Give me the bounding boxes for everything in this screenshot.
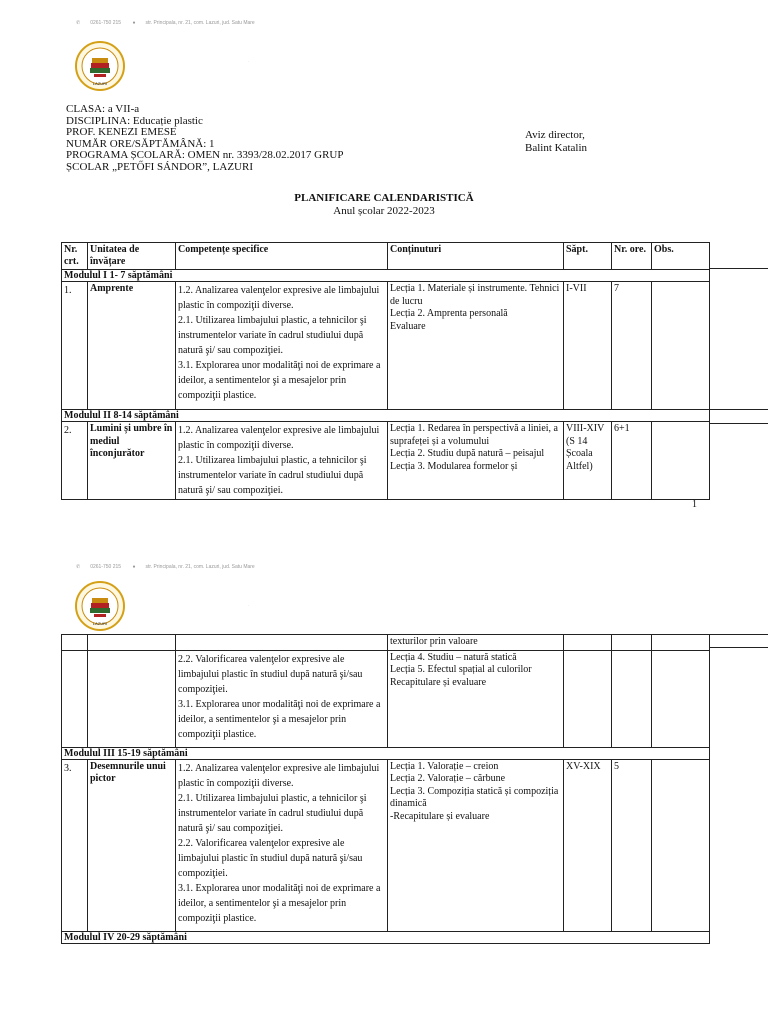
table-row [62, 635, 710, 651]
row-competente: 1.2. Analizarea valenţelor expresive ale limbajului plastic în compoziţii diverse. 2.1. Utilizarea limbajului plastic, a tehnicilor şi instrumentelor variate în cadrul studiului după natură şi/ sau compoziţiei. 3.1. Explorarea unor modalităţi noi de exprimare a ideilor, a sentimentelor şi a mesajelor prin compoziţii plastice. [176, 282, 388, 410]
row-unit: Amprente [88, 282, 176, 410]
header-teacher: PROF. KENEZI EMESE [66, 126, 177, 139]
module-3-label: Modulul III 15-19 săptămâni [62, 747, 710, 759]
header-sapt: Săpt. [564, 243, 612, 270]
director-approval [525, 129, 587, 154]
row-continuturi: Lecția 1. Redarea în perspectivă a liniei, a suprafeței și a volumului Lecția 2. Studiu după natură – peisajul Lecția 3. Modularea formelor și [388, 422, 564, 500]
school-phone: 0261-750 215 [90, 20, 122, 26]
phone-icon: ✆ [76, 20, 81, 26]
planning-table-continued [61, 634, 710, 944]
school-logo [74, 40, 126, 92]
row-ore: 7 [612, 282, 652, 410]
row-sapt: XV-XIX [564, 759, 612, 931]
school-phone: 0261-750 215 [90, 564, 122, 570]
header-program: PROGRAMA ȘCOLARĂ: OMEN nr. 3393/28.02.2017 GRUP [66, 149, 344, 162]
header-competente: Competențe specifice [176, 243, 388, 270]
decorative-dot: · [248, 604, 250, 609]
row-sapt: VIII-XIV (S 14 Școala Altfel) [564, 422, 612, 500]
header-discipline: DISCIPLINA: Educație plastic [66, 114, 203, 127]
module-1-label: Modulul I 1- 7 săptămâni [62, 270, 710, 282]
school-contact-line [76, 564, 265, 570]
title-sub: Anul școlar 2022-2023 [333, 204, 435, 217]
row-obs [652, 759, 710, 931]
page-number: 1 [692, 499, 697, 510]
table-row [62, 650, 710, 747]
module-row [62, 931, 710, 943]
row-ore: 6+1 [612, 422, 652, 500]
row-unit: Desemnurile unui pictor [88, 759, 176, 931]
header-school: ȘCOLAR „PETŐFI SÁNDOR”, LAZURI [66, 160, 253, 173]
svg-text:LAZURI: LAZURI [92, 621, 108, 626]
row-competente: 1.2. Analizarea valenţelor expresive ale limbajului plastic în compoziţii diverse. 2.1. Utilizarea limbajului plastic, a tehnicilor şi instrumentelor variate în cadrul studiului după natură şi/ sau compoziţiei. 2.2. Valorificarea valenţelor expresive ale limbajului plastic în studiul după natură şi/sau compoziţiei. 3.1. Explorarea unor modalităţi noi de exprimare a ideilor, a sentimentelor şi a mesajelor prin compoziţii plastice. [176, 759, 388, 931]
module-row [62, 270, 710, 282]
header-class: CLASA: a VII-a [66, 103, 140, 115]
row-continuturi: Lecția 1. Valorație – creion Lecția 2. Valorație – cărbune Lecția 3. Compoziția statică și compoziția dinamică -Recapitulare și evaluare [388, 759, 564, 931]
header-unit: Unitatea de învățare [88, 243, 176, 270]
module-2-label: Modulul II 8-14 săptămâni [62, 410, 710, 422]
row-obs [652, 282, 710, 410]
row-nr: 2. [62, 422, 88, 500]
document-title [0, 192, 768, 217]
row-continuturi: Lecția 4. Studiu – natură statică Lecția 5. Efectul spațial al culorilor Recapitulare și evaluare [388, 650, 564, 747]
module-row [62, 747, 710, 759]
location-icon: ● [132, 564, 136, 570]
row-unit: Lumini și umbre în mediul înconjurător [88, 422, 176, 500]
page-separator [0, 522, 768, 546]
table-rule-extension [709, 409, 768, 410]
svg-text:LAZURI: LAZURI [92, 81, 108, 86]
title-main: PLANIFICARE CALENDARISTICĂ [294, 192, 474, 204]
module-row [62, 410, 710, 422]
row-nr: 1. [62, 282, 88, 410]
table-row [62, 759, 710, 931]
header-nr: Nr. crt. [62, 243, 88, 270]
table-rule-extension [709, 268, 768, 269]
school-contact-line [76, 20, 265, 26]
aviz-name: Balint Katalin [525, 141, 588, 154]
row-ore: 5 [612, 759, 652, 931]
school-address: str. Principala, nr. 21, com. Lazuri, jud. Satu Mare [145, 20, 255, 26]
school-address: str. Principala, nr. 21, com. Lazuri, jud. Satu Mare [145, 564, 255, 570]
table-row [62, 282, 710, 410]
document-header [66, 104, 343, 174]
aviz-label: Aviz director, [525, 129, 585, 141]
module-4-label: Modulul IV 20-29 săptămâni [62, 931, 710, 943]
row-continuturi: texturilor prin valoare [388, 635, 564, 651]
header-hours: NUMĂR ORE/SĂPTĂMÂNĂ: 1 [66, 137, 215, 150]
header-obs: Obs. [652, 243, 710, 270]
row-obs [652, 422, 710, 500]
header-continuturi: Conținuturi [388, 243, 564, 270]
table-row [62, 422, 710, 500]
header-ore: Nr. ore. [612, 243, 652, 270]
row-nr: 3. [62, 759, 88, 931]
table-rule-extension [709, 423, 768, 424]
table-rule-extension [709, 647, 768, 648]
phone-icon: ✆ [76, 564, 81, 570]
row-competente: 2.2. Valorificarea valenţelor expresive ale limbajului plastic în studiul după natură şi/sau compoziţiei. 3.1. Explorarea unor modalităţi noi de exprimare a ideilor, a sentimentelor şi a mesajelor prin compoziţii plastice. [176, 650, 388, 747]
planning-table [61, 242, 710, 500]
table-rule-extension [709, 634, 768, 635]
decorative-dot: · [248, 60, 250, 65]
location-icon: ● [132, 20, 136, 26]
row-continuturi: Lecția 1. Materiale și instrumente. Tehnici de lucru Lecția 2. Amprenta personală Evaluare [388, 282, 564, 410]
row-sapt: I-VII [564, 282, 612, 410]
table-header-row [62, 243, 710, 270]
school-logo [74, 580, 126, 632]
row-competente: 1.2. Analizarea valenţelor expresive ale limbajului plastic în compoziţii diverse. 2.1. Utilizarea limbajului plastic, a tehnicilor şi instrumentelor variate în cadrul studiului după natură şi/ sau compoziţiei. [176, 422, 388, 500]
